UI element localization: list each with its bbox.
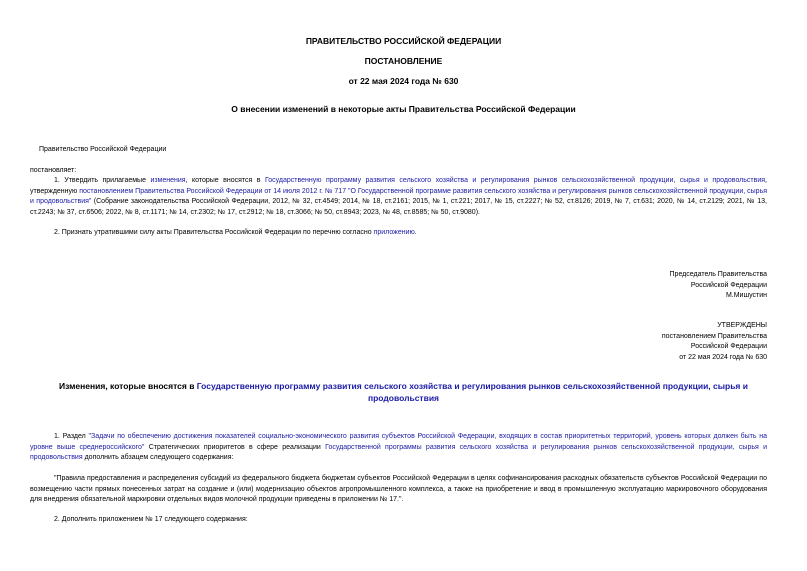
approved-line-2: Российской Федерации [690, 343, 767, 350]
approval-block [662, 321, 767, 363]
approved-label: УТВЕРЖДЕНЫ [717, 322, 767, 329]
government-heading: ПРАВИТЕЛЬСТВО РОССИЙСКОЙ ФЕДЕРАЦИИ [305, 36, 502, 46]
item-1-text-1: , которые вносятся в [185, 177, 265, 184]
changes-title-prefix: Изменения, которые вносятся в [59, 381, 197, 391]
quoted-paragraph: "Правила предоставления и распределения субсидий из федерального бюджета бюджетам субъектов Российской Федерации в целях софинансирования расходных обязательств субъектов Российской Федерации по возмещению части прямых понесенных затрат на создание и (или) модернизацию объектов агропромышленного комплекса, а также на приобретение и ввод в промышленную эксплуатацию маркировочного оборудования для внедрения обязательной маркировки отдельных видов молочной продукции приведены в приложении № 17.". [30, 475, 767, 503]
approved-line-1: постановлением Правительства [661, 332, 767, 340]
item-1-text-2: , утвержденную [30, 177, 767, 195]
item-2-paragraph [30, 228, 767, 239]
document-title: О внесении изменений в некоторые акты Правительства Российской Федерации [231, 104, 576, 114]
item-2-text: 2. Признать утратившими силу акты Правительства Российской Федерации по перечню согласно [54, 229, 374, 236]
item-1-text-3: (Собрание законодательства Российской Федерации, 2012, № 32, ст.4549; 2014, № 18, ст.2161; 2015, № 1, ст.221; 2017, № 15, ст.2227; № 52, ст.8126; 2019, № 7, ст.631; 2020, № 14, ст.2129; 2021, № 13, ст.2243; № 37, ст.6506; 2022, № 8, ст.1171; № 14, ст.2302; № 17, ст.2912; № 18, ст.3066; № 50, ст.8943; 2023, № 48, ст.8585; № 50, ст.9080). [30, 198, 767, 216]
signature-block [670, 270, 767, 302]
item-1-paragraph [30, 176, 767, 218]
intro-decrees: постановляет: [30, 167, 77, 174]
change-2-paragraph: 2. Дополнить приложением № 17 следующего содержания: [54, 516, 248, 523]
intro-government: Правительство Российской Федерации [39, 146, 167, 153]
appendix-link[interactable]: приложению [373, 229, 415, 236]
doc-type-heading: ПОСТАНОВЛЕНИЕ [364, 56, 443, 66]
signature-position-1: Председатель Правительства [669, 271, 767, 278]
item-1-prefix: 1. Утвердить прилагаемые [54, 177, 151, 184]
decree-717-link[interactable]: постановлением Правительства Российской Федерации от 14 июля 2012 г. № 717 "О Государственной программе развития сельского хозяйства и регулирования рынков сельскохозяйственной продукции, сырья и продовольствия" [30, 187, 768, 205]
change-1-program-link[interactable]: Государственной программы развития сельского хозяйства и регулирования рынков сельскохозяйственной продукции, сырья и продовольствия [30, 443, 767, 461]
item-2-end: . [414, 229, 417, 236]
change-1-paragraph [30, 432, 767, 464]
approved-line-3: от 22 мая 2024 года № 630 [679, 353, 767, 361]
section-tasks-link[interactable]: "Задачи по обеспечению достижения показателей социально-экономического развития субъектов Российской Федерации, входящих в состав приоритетных территорий, уровень которых должен быть на уровне выше среднероссийского" [30, 433, 767, 451]
signature-position-2: Российской Федерации [690, 281, 767, 289]
date-number-heading: от 22 мая 2024 года № 630 [348, 76, 459, 86]
state-program-link[interactable]: Государственную программу развития сельского хозяйства и регулирования рынков сельскохозяйственной продукции, сырья и продовольствия [264, 177, 766, 184]
changes-title [30, 380, 777, 404]
change-1-text-2: дополнить абзацем следующего содержания: [82, 454, 234, 461]
change-1-text-1: Стратегических приоритетов в сфере реализации [144, 443, 326, 451]
change-1-prefix: 1. Раздел [54, 433, 89, 440]
signature-name: М.Мишустин [725, 292, 767, 299]
changes-title-program-link[interactable]: Государственную программу развития сельского хозяйства и регулирования рынков сельскохозяйственной продукции, сырья и продовольствия [196, 381, 748, 403]
changes-link[interactable]: изменения [150, 177, 186, 184]
